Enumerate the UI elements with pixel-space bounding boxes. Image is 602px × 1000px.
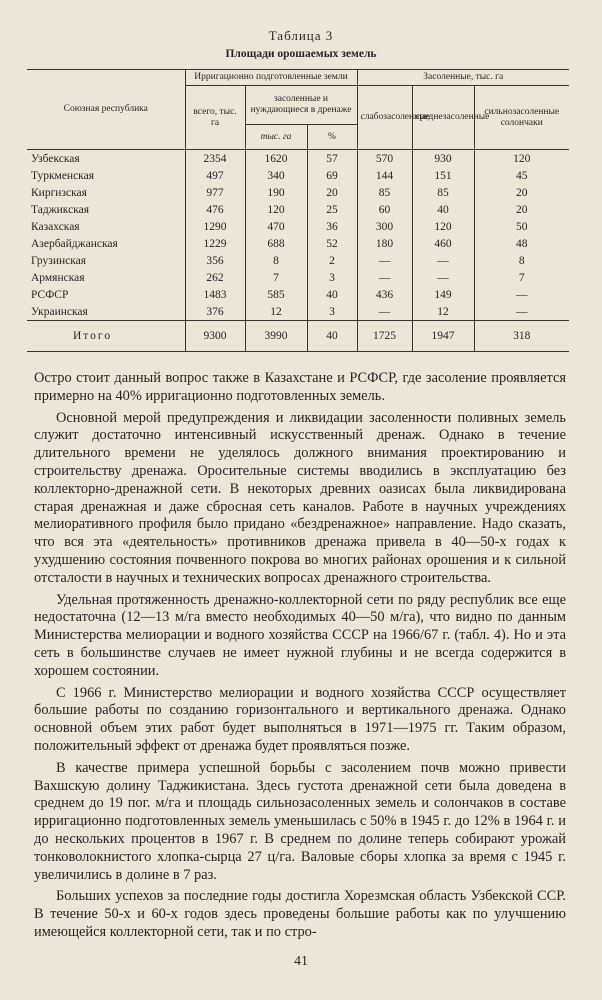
row-name: Казахская [31, 220, 80, 233]
header-total: всего, тыс. га [185, 86, 245, 150]
cell-medium: 1947 [412, 321, 474, 352]
cell-weakly: 570 [357, 150, 412, 168]
cell-medium: 12 [412, 303, 474, 321]
cell-thousand: 585 [245, 286, 307, 303]
body-text [34, 370, 566, 946]
irrigated-land-table [27, 69, 569, 352]
cell-total: 497 [185, 167, 245, 184]
cell-percent: 20 [307, 184, 357, 201]
page-number: 41 [294, 954, 308, 969]
cell-strongly: 20 [474, 184, 569, 201]
cell-percent: 25 [307, 201, 357, 218]
cell-strongly: 318 [474, 321, 569, 352]
cell-weakly: 144 [357, 167, 412, 184]
cell-medium: 40 [412, 201, 474, 218]
cell-medium: — [412, 252, 474, 269]
header-strongly: сильнозасоленные солончаки [474, 86, 569, 150]
cell-percent: 36 [307, 218, 357, 235]
cell-thousand: 688 [245, 235, 307, 252]
table-row [27, 218, 569, 235]
cell-medium: 120 [412, 218, 474, 235]
row-name: Армянская [31, 271, 85, 284]
cell-total: 376 [185, 303, 245, 321]
cell-total: 2354 [185, 150, 245, 168]
header-saline-needing: засоленные и нуждающиеся в дренаже [245, 86, 357, 125]
row-name: Туркменская [31, 169, 94, 182]
cell-weakly: 436 [357, 286, 412, 303]
paragraph: Больших успехов за последние годы достигла Хорезмская область Узбекской ССР. В течение 50-х и 60-х годов здесь проведены большие работы как по улучшению имеющейся коллекторной сети, так и по стро- [34, 888, 566, 940]
table-row [27, 167, 569, 184]
paragraph: Остро стоит данный вопрос также в Казахстане и РСФСР, где засоление проявляется примерно на 40% ирригационно подготовленных земель. [34, 370, 566, 404]
paragraph: Удельная протяженность дренажно-коллекторной сети по ряду республик все еще недостаточна (12—13 м/га вместо необходимых 40—50 м/га), что видно по данным Министерства мелиорации и водного хозяйства СССР на 1966/67 г. (табл. 4). Но и эта сеть в большинстве случаев не имеет нужной глубины и не всегда содержится в хорошем состоянии. [34, 591, 566, 679]
row-name: Киргизская [31, 186, 87, 199]
cell-thousand: 12 [245, 303, 307, 321]
cell-strongly: 45 [474, 167, 569, 184]
cell-weakly: 180 [357, 235, 412, 252]
table-title: Площади орошаемых земель [225, 48, 377, 60]
cell-percent: 57 [307, 150, 357, 168]
cell-strongly: 48 [474, 235, 569, 252]
table-label: Таблица 3 [268, 28, 334, 43]
header-percent: % [307, 125, 357, 150]
paragraph: В качестве примера успешной борьбы с засолением почв можно привести Вахшскую долину Таджикистана. Здесь густота дренажной сети была доведена в среднем до 19 пог. м/га и площадь сильнозасоленных земель и солончаков в составе ирригационно подготовленных земель уменьшилась с 50% в 1945 г. до 12% в 1964 г. и до нескольких процентов в 1967 г. В среднем по долине теперь собирают урожай тонковолокнистого хлопка-сырца 27 ц/га. Валовые сборы хлопка за время с 1945 г. увеличились в долине в 7 раз. [34, 759, 566, 883]
cell-strongly: — [474, 286, 569, 303]
total-row [27, 321, 569, 352]
cell-percent: 52 [307, 235, 357, 252]
cell-medium: 149 [412, 286, 474, 303]
cell-total: 356 [185, 252, 245, 269]
cell-total: 1290 [185, 218, 245, 235]
cell-medium: 460 [412, 235, 474, 252]
cell-strongly: 20 [474, 201, 569, 218]
cell-total: 9300 [185, 321, 245, 352]
cell-weakly: 300 [357, 218, 412, 235]
cell-medium: 151 [412, 167, 474, 184]
cell-total: 476 [185, 201, 245, 218]
cell-thousand: 1620 [245, 150, 307, 168]
table-row [27, 252, 569, 269]
header-medium: среднезасоленные [412, 86, 474, 150]
cell-thousand: 190 [245, 184, 307, 201]
cell-percent: 40 [307, 286, 357, 303]
table-row [27, 150, 569, 168]
cell-thousand: 340 [245, 167, 307, 184]
cell-strongly: — [474, 303, 569, 321]
header-weakly: слабозасоленные [357, 86, 412, 150]
row-name: Грузинская [31, 254, 87, 267]
cell-weakly: — [357, 269, 412, 286]
cell-strongly: 7 [474, 269, 569, 286]
cell-percent: 40 [307, 321, 357, 352]
cell-medium: — [412, 269, 474, 286]
cell-thousand: 3990 [245, 321, 307, 352]
row-name: Украинская [31, 305, 88, 318]
cell-total: 1483 [185, 286, 245, 303]
cell-medium: 85 [412, 184, 474, 201]
paragraph: С 1966 г. Министерство мелиорации и водного хозяйства СССР осуществляет большие работы по созданию горизонтального и вертикального дренажа. Однако основной объем этих работ будет выполняться в 1971—1975 гг. Таким образом, положительный эффект от дренажа будет проявляться позже. [34, 684, 566, 754]
row-name: РСФСР [31, 288, 69, 301]
cell-total: 1229 [185, 235, 245, 252]
cell-percent: 69 [307, 167, 357, 184]
cell-weakly: 60 [357, 201, 412, 218]
cell-thousand: 120 [245, 201, 307, 218]
cell-percent: 2 [307, 252, 357, 269]
header-republic: Союзная республика [63, 104, 148, 114]
cell-thousand: 7 [245, 269, 307, 286]
table-row [27, 235, 569, 252]
row-name: Узбекская [31, 152, 80, 165]
cell-percent: 3 [307, 303, 357, 321]
paragraph: Основной мерой предупреждения и ликвидации засоленности поливных земель служит достаточно интенсивный искусственный дренаж. Однако в течение длительного времени не уделялось должного внимания проектированию и строительству дренажа. Оросительные системы вводились в эксплуатацию без коллекторно-дренажной сети. В некоторых древних оазисах была ликвидирована старая дренажная и даже сбросная сеть каналов. Работе в научных учреждениях мелиоративного профиля было придано «бездренажное» направление. Надо сказать, что вся эта «деятельность» противников дренажа привела в 40—50-х годах к ухудшению состояния почвенного покрова во многих районах орошения и к сильной отсталости в научных и технических вопросах дренажного строительства. [34, 409, 566, 586]
header-saline-group: Засоленные, тыс. га [357, 70, 569, 86]
row-name: Азербайджанская [31, 237, 118, 250]
table-row [27, 269, 569, 286]
total-label: Итого [27, 321, 185, 352]
cell-percent: 3 [307, 269, 357, 286]
cell-total: 262 [185, 269, 245, 286]
cell-strongly: 50 [474, 218, 569, 235]
header-thousand-ha: тыс. га [245, 125, 307, 150]
header-irrigation-group: Ирригационно подготовленные земли [185, 70, 357, 86]
cell-weakly: 85 [357, 184, 412, 201]
cell-weakly: 1725 [357, 321, 412, 352]
cell-weakly: — [357, 303, 412, 321]
table-row [27, 184, 569, 201]
cell-strongly: 120 [474, 150, 569, 168]
table-row [27, 201, 569, 218]
cell-weakly: — [357, 252, 412, 269]
cell-medium: 930 [412, 150, 474, 168]
row-name: Таджикская [31, 203, 90, 216]
table-row [27, 286, 569, 303]
table-row [27, 303, 569, 321]
cell-thousand: 8 [245, 252, 307, 269]
cell-total: 977 [185, 184, 245, 201]
cell-thousand: 470 [245, 218, 307, 235]
cell-strongly: 8 [474, 252, 569, 269]
